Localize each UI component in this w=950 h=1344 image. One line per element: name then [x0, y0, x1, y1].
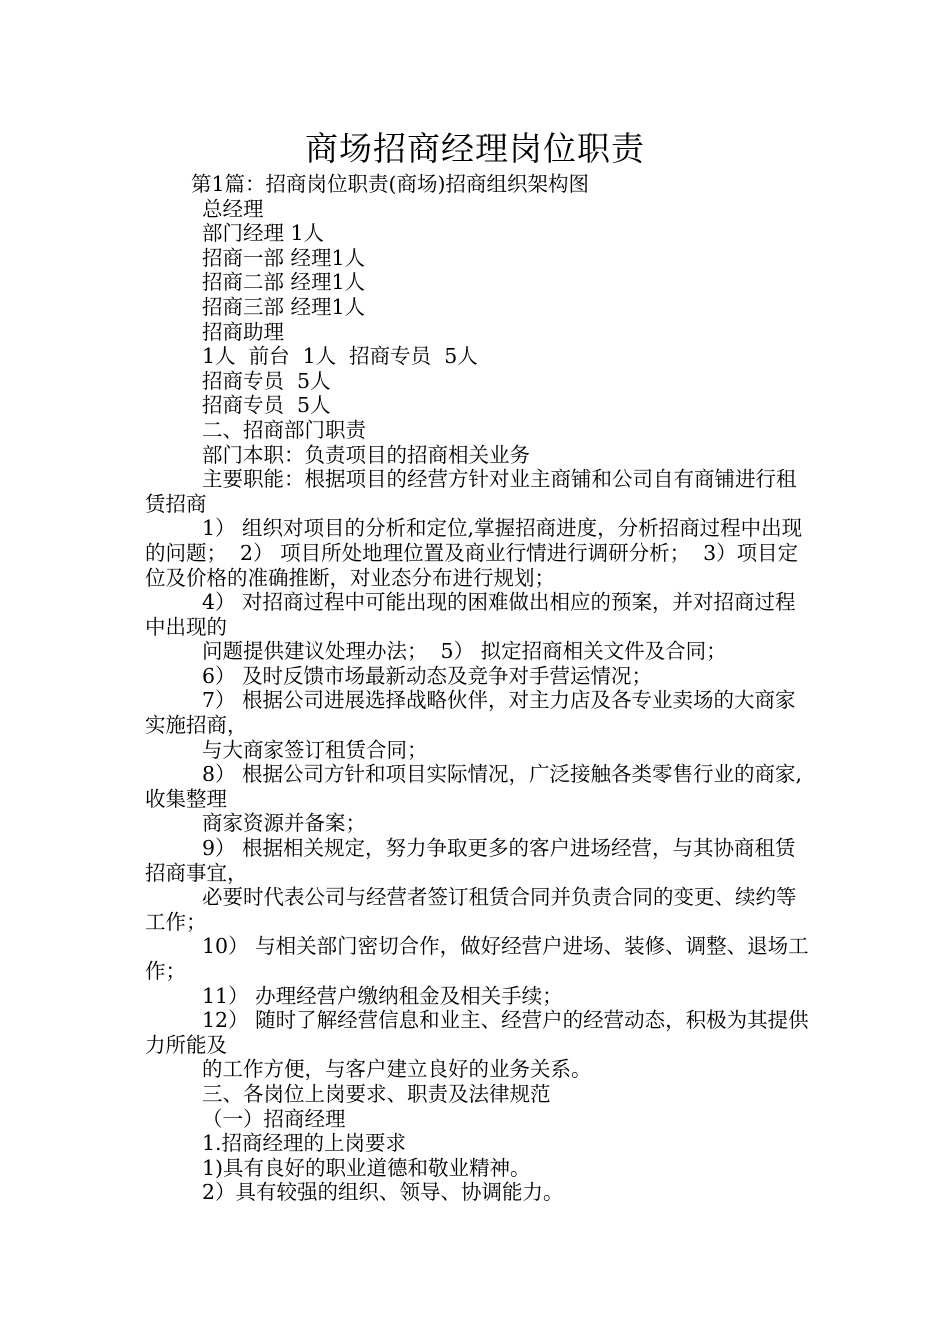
paragraph: 10） 与相关部门密切合作，做好经营户进场、装修、调整、退场工作； — [145, 934, 809, 983]
paragraph: 11） 办理经营户缴纳租金及相关手续； — [202, 983, 563, 1008]
org-line-department-manager: 部门经理 1人 — [202, 221, 325, 246]
paragraph: 8） 根据公司方针和项目实际情况，广泛接触各类零售行业的商家,收集整理 — [145, 762, 803, 811]
paragraph: 必要时代表公司与经营者签订租赁合同并负责合同的变更、续约等工作； — [145, 885, 797, 934]
paragraph: 2）具有较强的组织、领导、协调能力。 — [202, 1180, 564, 1205]
paragraph: 与大商家签订租赁合同； — [202, 737, 428, 762]
paragraph: 1)具有良好的职业道德和敬业精神。 — [202, 1155, 531, 1180]
section-heading: 三、各岗位上岗要求、职责及法律规范 — [202, 1081, 551, 1106]
paragraph: 9） 根据相关规定，努力争取更多的客户进场经营，与其协商租赁招商事宜， — [145, 836, 796, 885]
org-line-dept-1: 招商一部 经理1人 — [202, 245, 366, 270]
org-line-general-manager: 总经理 — [202, 196, 264, 221]
paragraph: 问题提供建议处理办法； 5） 拟定招商相关文件及合同； — [202, 639, 727, 664]
section-heading: 二、招商部门职责 — [202, 417, 366, 442]
paragraph: 7） 根据公司进展选择战略伙伴，对主力店及各专业卖场的大商家实施招商， — [145, 688, 796, 738]
org-line-dept-2: 招商二部 经理1人 — [202, 270, 366, 295]
org-line-dept-3: 招商三部 经理1人 — [202, 294, 366, 319]
org-line-staff: 1人 前台 1人 招商专员 5人 — [202, 344, 478, 369]
org-line-specialist: 招商专员 5人 — [202, 393, 331, 418]
paragraph: 12） 随时了解经营信息和业主、经营户的经营动态，积极为其提供力所能及 — [145, 1008, 809, 1057]
subsection-heading: 1.招商经理的上岗要求 — [202, 1131, 407, 1156]
org-line-specialist: 招商专员 5人 — [202, 368, 331, 393]
paragraph: 主要职能：根据项目的经营方针对业主商铺和公司自有商铺进行租赁招商 — [145, 467, 797, 516]
paragraph: 4） 对招商过程中可能出现的困难做出相应的预案，并对招商过程中出现的 — [145, 590, 796, 639]
subsection-heading: （一）招商经理 — [202, 1106, 346, 1131]
org-line-assistant: 招商助理 — [202, 319, 284, 344]
document-subtitle: 第1篇：招商岗位职责(商场)招商组织架构图 — [191, 172, 590, 196]
paragraph: 商家资源并备案； — [202, 811, 366, 836]
page-title: 商场招商经理岗位职责 — [305, 129, 645, 168]
paragraph: 6） 及时反馈市场最新动态及竞争对手营运情况； — [202, 663, 653, 688]
document-body — [145, 172, 813, 1205]
paragraph: 的工作方便，与客户建立良好的业务关系。 — [202, 1057, 592, 1082]
paragraph: 部门本职：负责项目的招商相关业务 — [202, 442, 530, 467]
paragraph: 1） 组织对项目的分析和定位,掌握招商进度，分析招商过程中出现的问题； 2） 项目所处地理位置及商业行情进行调研分析； 3）项目定位及价格的准确推断，对业态分布进行规划； — [145, 516, 803, 590]
